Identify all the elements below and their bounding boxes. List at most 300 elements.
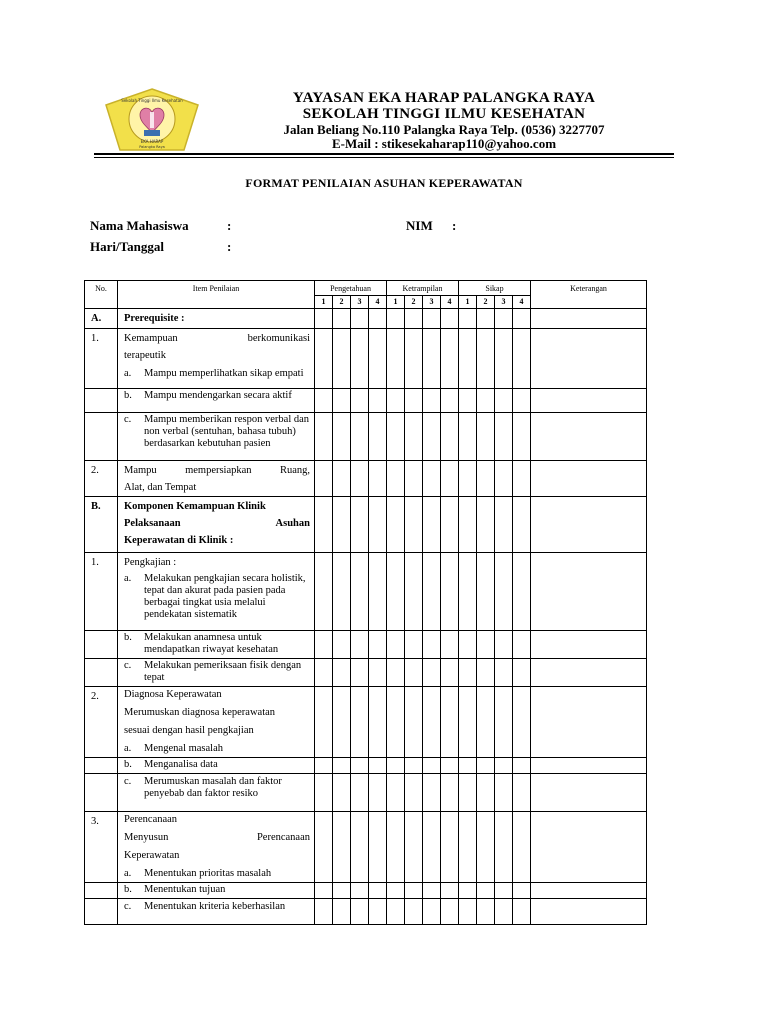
- score-cell[interactable]: [333, 812, 351, 883]
- score-cell[interactable]: [369, 413, 387, 461]
- row-item-line: sesuai dengan hasil pengkajian: [124, 725, 254, 736]
- score-cell[interactable]: [459, 329, 477, 389]
- row-item: [118, 899, 315, 925]
- row-number: [85, 883, 118, 899]
- score-cell[interactable]: [315, 758, 333, 774]
- score-cell[interactable]: [513, 631, 531, 659]
- score-cell[interactable]: [459, 553, 477, 631]
- score-cell[interactable]: [423, 758, 441, 774]
- row-number: [85, 899, 118, 925]
- table-row: [85, 899, 647, 925]
- scale-ketrampilan-4: 4: [441, 296, 459, 309]
- score-cell[interactable]: [351, 758, 369, 774]
- score-cell[interactable]: [513, 883, 531, 899]
- sub-item: [124, 368, 310, 380]
- score-cell[interactable]: [441, 413, 459, 461]
- sub-item-marker: b.: [124, 390, 132, 401]
- score-cell[interactable]: [369, 329, 387, 389]
- table-row: [85, 329, 647, 389]
- score-cell[interactable]: [387, 687, 405, 758]
- svg-text:Palangka Raya: Palangka Raya: [139, 145, 165, 149]
- header-email: E-Mail : stikesekaharap110@yahoo.com: [331, 136, 557, 151]
- score-cell[interactable]: [333, 899, 351, 925]
- score-cell[interactable]: [441, 899, 459, 925]
- row-number: 3.: [85, 812, 118, 883]
- score-cell[interactable]: [495, 389, 513, 413]
- score-cell[interactable]: [459, 413, 477, 461]
- table-row: [85, 413, 647, 461]
- score-cell[interactable]: [333, 659, 351, 687]
- score-cell[interactable]: [369, 687, 387, 758]
- score-cell[interactable]: [315, 413, 333, 461]
- score-cell[interactable]: [405, 812, 423, 883]
- score-cell[interactable]: [387, 812, 405, 883]
- score-cell[interactable]: [513, 687, 531, 758]
- sub-item-marker: c.: [124, 776, 132, 787]
- score-cell[interactable]: [333, 329, 351, 389]
- score-cell[interactable]: [477, 883, 495, 899]
- score-cell[interactable]: [459, 309, 477, 329]
- score-cell[interactable]: [369, 497, 387, 553]
- score-cell[interactable]: [351, 631, 369, 659]
- score-cell[interactable]: [369, 553, 387, 631]
- keterangan-cell[interactable]: [531, 812, 647, 883]
- row-item-line: Merumuskan diagnosa keperawatan: [124, 707, 276, 718]
- sub-item: [124, 414, 310, 450]
- score-cell[interactable]: [495, 774, 513, 812]
- tanggal-colon: :: [227, 239, 232, 254]
- row-number: A.: [85, 309, 118, 329]
- score-cell[interactable]: [315, 329, 333, 389]
- score-cell[interactable]: [423, 631, 441, 659]
- score-cell[interactable]: [351, 553, 369, 631]
- table-row: [85, 883, 647, 899]
- score-cell[interactable]: [423, 553, 441, 631]
- sub-item: [124, 901, 310, 913]
- score-cell[interactable]: [495, 631, 513, 659]
- score-cell[interactable]: [315, 687, 333, 758]
- score-cell[interactable]: [405, 659, 423, 687]
- header-divider: [94, 153, 674, 155]
- score-cell[interactable]: [369, 758, 387, 774]
- score-cell[interactable]: [495, 497, 513, 553]
- nim-colon: :: [452, 218, 457, 233]
- score-cell[interactable]: [477, 758, 495, 774]
- score-cell[interactable]: [369, 389, 387, 413]
- score-cell[interactable]: [387, 553, 405, 631]
- score-cell[interactable]: [513, 899, 531, 925]
- score-cell[interactable]: [351, 329, 369, 389]
- score-cell[interactable]: [477, 461, 495, 497]
- keterangan-cell[interactable]: [531, 687, 647, 758]
- score-cell[interactable]: [405, 758, 423, 774]
- sub-item-text: Menentukan prioritas masalah: [144, 868, 272, 879]
- sub-item-text: Melakukan pengkajian secara holistik, tepat dan akurat pada pasien pada berbagai tingkat usia melalui pendekatan sistematik: [144, 573, 306, 620]
- score-cell[interactable]: [423, 812, 441, 883]
- row-item-line: Alat, dan Tempat: [124, 482, 197, 493]
- keterangan-cell[interactable]: [531, 659, 647, 687]
- score-cell[interactable]: [513, 497, 531, 553]
- sub-item-marker: a.: [124, 868, 132, 879]
- sub-item: [124, 884, 310, 896]
- scale-pengetahuan-1: 1: [315, 296, 333, 309]
- sub-item: [124, 743, 310, 755]
- score-cell[interactable]: [333, 389, 351, 413]
- tanggal-label: Hari/Tanggal: [90, 239, 164, 254]
- score-cell[interactable]: [441, 461, 459, 497]
- score-cell[interactable]: [495, 329, 513, 389]
- score-cell[interactable]: [441, 883, 459, 899]
- score-cell[interactable]: [333, 413, 351, 461]
- score-cell[interactable]: [387, 774, 405, 812]
- score-cell[interactable]: [495, 758, 513, 774]
- row-item: [118, 687, 315, 758]
- row-item: [118, 553, 315, 631]
- score-cell[interactable]: [441, 758, 459, 774]
- score-cell[interactable]: [315, 389, 333, 413]
- score-cell[interactable]: [405, 461, 423, 497]
- score-cell[interactable]: [333, 687, 351, 758]
- score-cell[interactable]: [459, 774, 477, 812]
- score-cell[interactable]: [441, 497, 459, 553]
- score-cell[interactable]: [441, 659, 459, 687]
- sub-item-marker: a.: [124, 743, 132, 754]
- score-cell[interactable]: [513, 553, 531, 631]
- svg-text:Sekolah Tinggi Ilmu Kesehatan: Sekolah Tinggi Ilmu Kesehatan: [121, 98, 183, 103]
- score-cell[interactable]: [495, 461, 513, 497]
- keterangan-cell[interactable]: [531, 631, 647, 659]
- scale-pengetahuan-4: 4: [369, 296, 387, 309]
- row-item-line: Komponen Kemampuan Klinik: [124, 501, 266, 512]
- score-cell[interactable]: [369, 812, 387, 883]
- score-cell[interactable]: [387, 413, 405, 461]
- keterangan-cell[interactable]: [531, 774, 647, 812]
- score-cell[interactable]: [387, 758, 405, 774]
- score-cell[interactable]: [423, 687, 441, 758]
- score-cell[interactable]: [333, 883, 351, 899]
- header-ketrampilan: Ketrampilan: [387, 281, 459, 296]
- sub-item-text: Melakukan anamnesa untuk mendapatkan riwayat kesehatan: [144, 632, 279, 655]
- sub-item-text: Mampu mendengarkan secara aktif: [144, 390, 292, 401]
- table-header-row: [85, 281, 647, 296]
- table-row: [85, 659, 647, 687]
- row-number: [85, 774, 118, 812]
- scale-sikap-3: 3: [495, 296, 513, 309]
- score-cell[interactable]: [387, 899, 405, 925]
- score-cell[interactable]: [351, 461, 369, 497]
- header-keterangan: Keterangan: [531, 281, 647, 309]
- row-item: Prerequisite :: [118, 309, 315, 329]
- score-cell[interactable]: [387, 631, 405, 659]
- score-cell[interactable]: [513, 774, 531, 812]
- score-cell[interactable]: [315, 883, 333, 899]
- score-cell[interactable]: [351, 413, 369, 461]
- table-row: [85, 553, 647, 631]
- table-row: [85, 687, 647, 758]
- row-item: [118, 461, 315, 497]
- score-cell[interactable]: [459, 758, 477, 774]
- row-number: [85, 389, 118, 413]
- score-cell[interactable]: [333, 774, 351, 812]
- score-cell[interactable]: [477, 899, 495, 925]
- score-cell[interactable]: [459, 899, 477, 925]
- score-cell[interactable]: [405, 631, 423, 659]
- score-cell[interactable]: [495, 899, 513, 925]
- score-cell[interactable]: [351, 812, 369, 883]
- score-cell[interactable]: [459, 631, 477, 659]
- row-item-line: Keperawatan: [124, 850, 180, 861]
- score-cell[interactable]: [495, 413, 513, 461]
- row-item: [118, 497, 315, 553]
- score-cell[interactable]: [513, 329, 531, 389]
- score-cell[interactable]: [405, 389, 423, 413]
- score-cell[interactable]: [315, 812, 333, 883]
- score-cell[interactable]: [477, 309, 495, 329]
- score-cell[interactable]: [351, 389, 369, 413]
- header-divider-thin: [94, 157, 674, 158]
- score-cell[interactable]: [333, 497, 351, 553]
- score-cell[interactable]: [477, 631, 495, 659]
- score-cell[interactable]: [369, 309, 387, 329]
- score-cell[interactable]: [423, 899, 441, 925]
- sub-item: [124, 632, 310, 656]
- keterangan-cell[interactable]: [531, 758, 647, 774]
- keterangan-cell[interactable]: [531, 497, 647, 553]
- row-item-line: Mampu mempersiapkan Ruang,: [124, 465, 310, 476]
- keterangan-cell[interactable]: [531, 413, 647, 461]
- score-cell[interactable]: [351, 774, 369, 812]
- row-number: [85, 659, 118, 687]
- sub-item-text: Menentukan tujuan: [144, 884, 226, 895]
- score-cell[interactable]: [351, 497, 369, 553]
- score-cell[interactable]: [351, 687, 369, 758]
- sub-item: [124, 660, 310, 684]
- institution-logo: [104, 88, 200, 152]
- score-cell[interactable]: [441, 329, 459, 389]
- score-cell[interactable]: [477, 774, 495, 812]
- table-row: [85, 309, 647, 329]
- keterangan-cell[interactable]: [531, 553, 647, 631]
- score-cell[interactable]: [477, 497, 495, 553]
- keterangan-cell[interactable]: [531, 329, 647, 389]
- score-cell[interactable]: [315, 497, 333, 553]
- sub-item-marker: a.: [124, 573, 132, 584]
- sub-item: [124, 573, 310, 621]
- score-cell[interactable]: [405, 899, 423, 925]
- row-item-line: Pengkajian :: [124, 557, 177, 568]
- score-cell[interactable]: [495, 883, 513, 899]
- sub-item-text: Mampu memperlihatkan sikap empati: [144, 368, 304, 379]
- score-cell[interactable]: [477, 329, 495, 389]
- score-cell[interactable]: [441, 553, 459, 631]
- score-cell[interactable]: [423, 497, 441, 553]
- header-no: No.: [85, 281, 118, 309]
- scale-ketrampilan-1: 1: [387, 296, 405, 309]
- row-item: [118, 329, 315, 389]
- score-cell[interactable]: [333, 553, 351, 631]
- score-cell[interactable]: [477, 389, 495, 413]
- sub-item-text: Merumuskan masalah dan faktor penyebab dan faktor resiko: [144, 776, 282, 799]
- row-item-line: Diagnosa Keperawatan: [124, 689, 222, 700]
- score-cell[interactable]: [513, 461, 531, 497]
- score-cell[interactable]: [477, 687, 495, 758]
- score-cell[interactable]: [315, 899, 333, 925]
- score-cell[interactable]: [369, 461, 387, 497]
- keterangan-cell[interactable]: [531, 389, 647, 413]
- score-cell[interactable]: [351, 883, 369, 899]
- score-cell[interactable]: [423, 461, 441, 497]
- score-cell[interactable]: [387, 329, 405, 389]
- score-cell[interactable]: [387, 497, 405, 553]
- keterangan-cell[interactable]: [531, 461, 647, 497]
- row-item: [118, 758, 315, 774]
- score-cell[interactable]: [459, 687, 477, 758]
- header-sikap: Sikap: [459, 281, 531, 296]
- score-cell[interactable]: [387, 659, 405, 687]
- score-cell[interactable]: [513, 389, 531, 413]
- score-cell[interactable]: [369, 899, 387, 925]
- sub-item: [124, 776, 310, 800]
- score-cell[interactable]: [495, 553, 513, 631]
- score-cell[interactable]: [369, 774, 387, 812]
- row-number: 2.: [85, 687, 118, 758]
- score-cell[interactable]: [387, 883, 405, 899]
- score-cell[interactable]: [495, 687, 513, 758]
- score-cell[interactable]: [513, 309, 531, 329]
- score-cell[interactable]: [423, 309, 441, 329]
- keterangan-cell[interactable]: [531, 883, 647, 899]
- score-cell[interactable]: [387, 461, 405, 497]
- score-cell[interactable]: [387, 309, 405, 329]
- row-number: [85, 631, 118, 659]
- score-cell[interactable]: [315, 461, 333, 497]
- score-cell[interactable]: [351, 309, 369, 329]
- score-cell[interactable]: [405, 687, 423, 758]
- row-item: [118, 389, 315, 413]
- score-cell[interactable]: [333, 309, 351, 329]
- score-cell[interactable]: [423, 659, 441, 687]
- table-row: [85, 774, 647, 812]
- score-cell[interactable]: [423, 774, 441, 812]
- sub-item-marker: b.: [124, 632, 132, 643]
- table-row: [85, 461, 647, 497]
- sub-item-text: Menentukan kriteria keberhasilan: [144, 901, 286, 912]
- score-cell[interactable]: [441, 812, 459, 883]
- scale-pengetahuan-2: 2: [333, 296, 351, 309]
- score-cell[interactable]: [315, 553, 333, 631]
- score-cell[interactable]: [405, 497, 423, 553]
- header-foundation-name: YAYASAN EKA HARAP PALANGKA RAYA: [292, 90, 596, 106]
- score-cell[interactable]: [423, 389, 441, 413]
- score-cell[interactable]: [369, 631, 387, 659]
- score-cell[interactable]: [315, 659, 333, 687]
- row-item: [118, 659, 315, 687]
- score-cell[interactable]: [477, 553, 495, 631]
- score-cell[interactable]: [333, 758, 351, 774]
- score-cell[interactable]: [351, 899, 369, 925]
- sub-item: [124, 868, 310, 880]
- score-cell[interactable]: [459, 883, 477, 899]
- table-row: [85, 389, 647, 413]
- header-address: Jalan Beliang No.110 Palangka Raya Telp. (0536) 3227707: [283, 122, 605, 137]
- sub-item-marker: c.: [124, 901, 132, 912]
- score-cell[interactable]: [441, 631, 459, 659]
- header-school-name: SEKOLAH TINGGI ILMU KESEHATAN: [302, 106, 586, 122]
- score-cell[interactable]: [459, 659, 477, 687]
- score-cell[interactable]: [369, 883, 387, 899]
- score-cell[interactable]: [351, 659, 369, 687]
- keterangan-cell[interactable]: [531, 899, 647, 925]
- score-cell[interactable]: [441, 389, 459, 413]
- keterangan-cell[interactable]: [531, 309, 647, 329]
- score-cell[interactable]: [459, 497, 477, 553]
- score-cell[interactable]: [459, 812, 477, 883]
- score-cell[interactable]: [441, 309, 459, 329]
- scale-sikap-1: 1: [459, 296, 477, 309]
- score-cell[interactable]: [369, 659, 387, 687]
- score-cell[interactable]: [333, 461, 351, 497]
- page-title: FORMAT PENILAIAN ASUHAN KEPERAWATAN: [245, 176, 523, 190]
- scale-sikap-4: 4: [513, 296, 531, 309]
- score-cell[interactable]: [495, 659, 513, 687]
- score-cell[interactable]: [513, 812, 531, 883]
- score-cell[interactable]: [477, 413, 495, 461]
- score-cell[interactable]: [405, 413, 423, 461]
- scale-ketrampilan-2: 2: [405, 296, 423, 309]
- score-cell[interactable]: [441, 687, 459, 758]
- table-row: [85, 812, 647, 883]
- score-cell[interactable]: [315, 631, 333, 659]
- score-cell[interactable]: [333, 631, 351, 659]
- score-cell[interactable]: [405, 553, 423, 631]
- row-number: B.: [85, 497, 118, 553]
- row-item: [118, 883, 315, 899]
- score-cell[interactable]: [459, 461, 477, 497]
- score-cell[interactable]: [387, 389, 405, 413]
- row-item-line: Menyusun Perencanaan: [124, 832, 310, 843]
- table-row: [85, 497, 647, 553]
- nama-colon: :: [227, 218, 232, 233]
- score-cell[interactable]: [513, 413, 531, 461]
- sub-item-text: Menganalisa data: [144, 759, 218, 770]
- score-cell[interactable]: [495, 812, 513, 883]
- score-cell[interactable]: [477, 659, 495, 687]
- scale-sikap-2: 2: [477, 296, 495, 309]
- score-cell[interactable]: [405, 774, 423, 812]
- sub-item-text: Mampu memberikan respon verbal dan non verbal (sentuhan, bahasa tubuh) berdasarkan kebutuhan pasien: [144, 414, 310, 449]
- score-cell[interactable]: [315, 309, 333, 329]
- score-cell[interactable]: [459, 389, 477, 413]
- score-cell[interactable]: [441, 774, 459, 812]
- header-item: Item Penilaian: [118, 281, 315, 309]
- row-item-line: Kemampuan berkomunikasi: [124, 333, 310, 344]
- score-cell[interactable]: [423, 329, 441, 389]
- score-cell[interactable]: [423, 413, 441, 461]
- row-item-line: Perencanaan: [124, 814, 178, 825]
- row-item-line: terapeutik: [124, 350, 166, 361]
- score-cell[interactable]: [495, 309, 513, 329]
- score-cell[interactable]: [477, 812, 495, 883]
- score-cell[interactable]: [513, 758, 531, 774]
- score-cell[interactable]: [405, 309, 423, 329]
- score-cell[interactable]: [423, 883, 441, 899]
- score-cell[interactable]: [315, 774, 333, 812]
- score-cell[interactable]: [405, 883, 423, 899]
- nim-label: NIM: [406, 218, 433, 233]
- score-cell[interactable]: [405, 329, 423, 389]
- score-cell[interactable]: [513, 659, 531, 687]
- assessment-table: [84, 280, 647, 925]
